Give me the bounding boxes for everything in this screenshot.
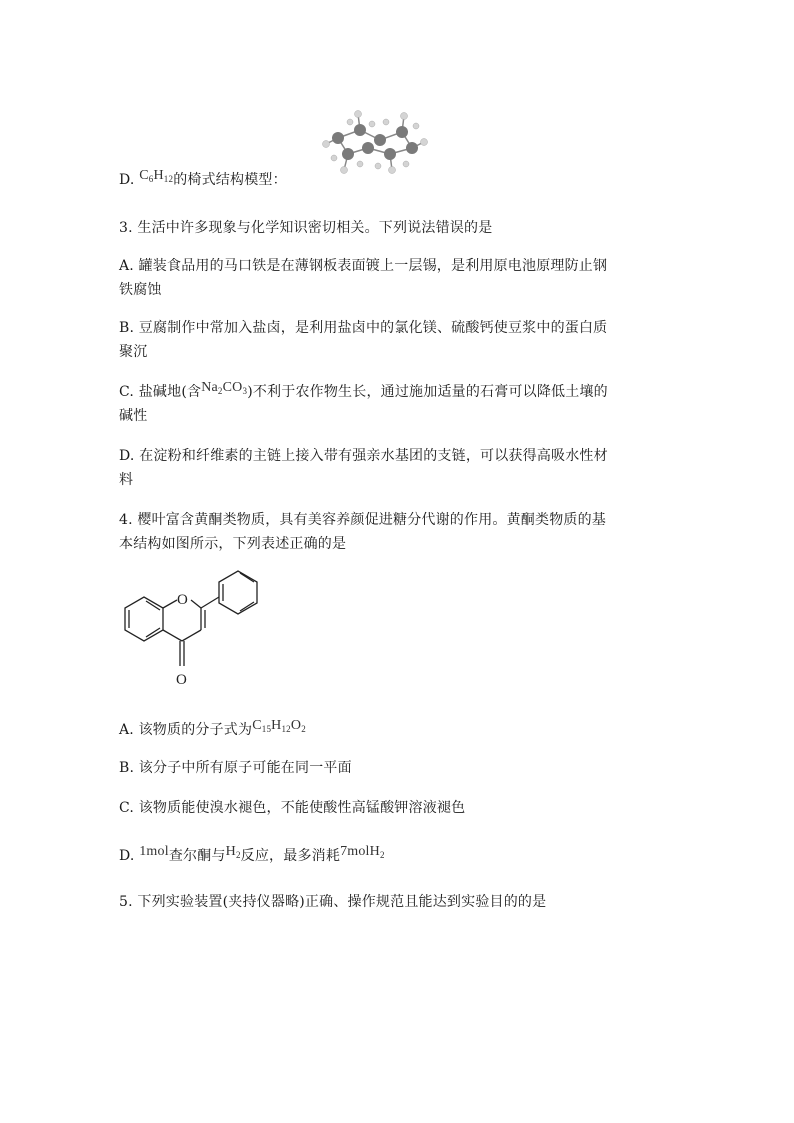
c6h12-formula: $C_6H_{12}$ [139, 168, 174, 184]
q3-option-c: C. 盐碱地(含$Na_2CO_3$)不利于农作物生长，通过施加适量的石膏可以降低土壤的 [119, 380, 608, 400]
q5-stem: 5. 下列实验装置(夹持仪器略)正确、操作规范且能达到实验目的的是 [119, 894, 547, 910]
q3-option-c-cont: 碱性 [119, 408, 148, 424]
1mol-amount: 1mol [139, 844, 169, 859]
na2co3-formula: $Na_2CO_3$ [201, 380, 248, 396]
q3-option-a-cont: 铁腐蚀 [119, 282, 162, 298]
q3-option-b: B. 豆腐制作中常加入盐卤，是利用盐卤中的氯化镁、硫酸钙使豆浆中的蛋白质 [119, 320, 608, 336]
q3-option-a: A. 罐装食品用的马口铁是在薄钢板表面镀上一层锡，是利用原电池原理防止钢 [119, 258, 608, 274]
q4-option-d: D. 1mol查尔酮与$H_2$反应，最多消耗7molH$_2$ [119, 844, 385, 864]
ring-oxygen-label: O [177, 592, 188, 608]
q3-option-d: D. 在淀粉和纤维素的主链上接入带有强亲水基团的支链，可以获得高吸水性材 [119, 448, 608, 464]
q4-option-c: C. 该物质能使溴水褪色，不能使酸性高锰酸钾溶液褪色 [119, 800, 466, 816]
q4-stem: 4. 樱叶富含黄酮类物质，具有美容养颜促进糖分代谢的作用。黄酮类物质的基 [119, 512, 607, 528]
q3-option-d-cont: 料 [119, 472, 134, 488]
q4-option-b: B. 该分子中所有原子可能在同一平面 [119, 760, 352, 776]
h2-formula: $H_2$ [225, 844, 241, 860]
7mol-h2-amount: 7molH$_2$ [340, 844, 385, 860]
q4-option-a: A. 该物质的分子式为$C_{15}H_{12}O_2$ [119, 718, 306, 738]
q3-stem: 3. 生活中许多现象与化学知识密切相关。下列说法错误的是 [119, 220, 493, 236]
c15h12o2-formula: $C_{15}H_{12}O_2$ [252, 718, 306, 734]
q3-option-b-cont: 聚沉 [119, 344, 148, 360]
cyclohexane-chair-model-image [320, 108, 430, 180]
flavone-structure-diagram [119, 570, 279, 694]
carbonyl-oxygen-label: O [176, 672, 187, 688]
q2-option-d: D. $C_6H_{12}$的椅式结构模型： [119, 168, 287, 188]
q4-stem-cont: 本结构如图所示，下列表述正确的是 [119, 536, 347, 552]
